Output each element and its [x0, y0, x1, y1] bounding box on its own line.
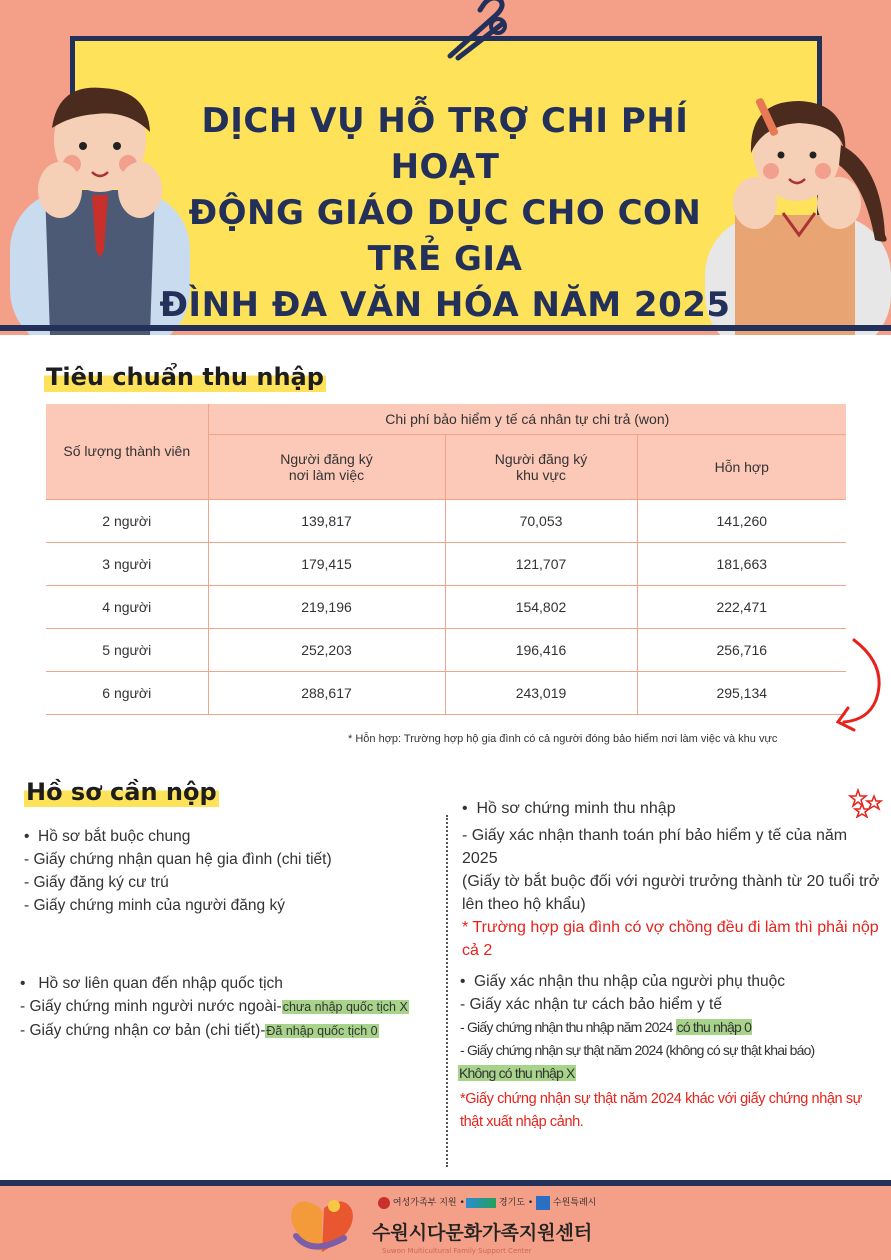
- income-proof-note: * Trường hợp gia đình có vợ chồng đều đi làm thì phải nộp cả 2: [462, 919, 879, 959]
- nationality-item-1: - Giấy chứng minh người nước ngoài-: [20, 998, 282, 1015]
- work-cell: 288,617: [208, 671, 445, 714]
- bullet-icon: •: [462, 800, 477, 817]
- col-work-label-2: nơi làm việc: [288, 466, 365, 483]
- members-cell: 2 người: [46, 499, 208, 542]
- mixed-cell: 295,134: [637, 671, 846, 714]
- general-docs-title: Hồ sơ bắt buộc chung: [38, 828, 191, 845]
- dependent-title: Giấy xác nhận thu nhập của người phụ thuộc: [474, 973, 785, 990]
- center-logo-icon: [282, 1192, 362, 1258]
- region-cell: 154,802: [445, 585, 637, 628]
- suwon-logo-icon: [536, 1196, 550, 1210]
- header-divider: [0, 325, 891, 331]
- col-work-label-1: Người đăng ký: [280, 450, 373, 467]
- footer-divider: [0, 1180, 891, 1186]
- col-region-label-1: Người đăng ký: [494, 450, 588, 467]
- partner-3-label: 수원특례시: [552, 1198, 597, 1208]
- list-item: [462, 797, 882, 820]
- mixed-cell: 222,471: [637, 585, 846, 628]
- title-line-2: ĐỘNG GIÁO DỤC CHO CON TRẺ GIA: [188, 193, 702, 279]
- region-cell: 243,019: [445, 671, 637, 714]
- region-cell: 121,707: [445, 542, 637, 585]
- col-mixed-header: Hỗn hợp: [637, 434, 846, 499]
- list-item: [20, 972, 409, 995]
- partner-ministry: [378, 1195, 465, 1209]
- dependent-note: *Giấy chứng nhận sự thật năm 2024 khác với giấy chứng nhận sự thật xuất nhập cảnh.: [460, 1091, 862, 1130]
- bullet-icon: •: [24, 828, 39, 845]
- title-line-3: ĐÌNH ĐA VĂN HÓA NĂM 2025: [159, 285, 731, 325]
- bullet-icon: •: [460, 973, 475, 990]
- table-row: [46, 542, 846, 585]
- list-item: [460, 1016, 880, 1039]
- page-title: [150, 98, 740, 328]
- nationality-tag-2: Đã nhập quốc tịch 0: [266, 1024, 378, 1038]
- dependent-item-2: - Giấy chứng nhận thu nhập năm 2024: [460, 1019, 673, 1035]
- ministry-emblem-icon: [378, 1197, 390, 1209]
- col-members-header: Số lượng thành viên: [46, 404, 208, 499]
- members-cell: 3 người: [46, 542, 208, 585]
- nationality-item-2: - Giấy chứng nhận cơ bản (chi tiết)-: [20, 1022, 266, 1039]
- gyeonggi-logo-icon: [466, 1198, 496, 1208]
- header-banner: [0, 0, 891, 335]
- partner-gyeonggi: [466, 1195, 533, 1208]
- income-proof-title: Hồ sơ chứng minh thu nhập: [476, 800, 676, 817]
- members-cell: 6 người: [46, 671, 208, 714]
- partner-1-label: 여성가족부 지원 •: [392, 1198, 465, 1208]
- list-item: [460, 970, 880, 993]
- table-footnote: * Hỗn hợp: Trường hợp hộ gia đình có cả người đóng bảo hiểm nơi làm việc và khu vực: [348, 733, 778, 745]
- income-proof-block: [462, 797, 882, 962]
- list-item: [458, 1062, 880, 1085]
- col-region-label-2: khu vực: [516, 466, 566, 483]
- table-row: [46, 671, 846, 714]
- list-item: - Giấy chứng nhận quan hệ gia đình (chi tiết): [24, 851, 332, 868]
- list-item: - Giấy chứng minh của người đăng ký: [24, 897, 285, 914]
- center-english-name: Suwon Multicultural Family Support Center: [382, 1247, 532, 1255]
- nationality-title: Hồ sơ liên quan đến nhập quốc tịch: [38, 975, 283, 992]
- table-row: [46, 628, 846, 671]
- members-cell: 4 người: [46, 585, 208, 628]
- dependent-tag-2: có thu nhập 0: [676, 1019, 752, 1035]
- mixed-cell: 181,663: [637, 542, 846, 585]
- list-item: - Giấy chứng nhận sự thật năm 2024 (không có sự thật khai báo): [460, 1042, 815, 1058]
- mixed-cell: 141,260: [637, 499, 846, 542]
- col-region-header: [445, 434, 637, 499]
- work-cell: 179,415: [208, 542, 445, 585]
- column-divider: [446, 815, 448, 1167]
- bullet-icon: •: [20, 975, 39, 992]
- table-row: [46, 499, 846, 542]
- col-group-header: Chi phí bảo hiểm y tế cá nhân tự chi trả (won): [208, 404, 846, 434]
- table-row: [46, 585, 846, 628]
- partner-2-label: 경기도 •: [498, 1198, 534, 1208]
- center-name: 수원시다문화가족지원센터: [372, 1222, 593, 1244]
- work-cell: 252,203: [208, 628, 445, 671]
- documents-heading: Hồ sơ cần nộp: [26, 778, 217, 806]
- nationality-docs-block: [20, 972, 409, 1043]
- safety-pin-icon: [440, 0, 520, 66]
- region-cell: 70,053: [445, 499, 637, 542]
- list-item: [24, 825, 332, 848]
- dependent-tag-3: Không có thu nhập X: [459, 1065, 575, 1081]
- partner-suwon: [536, 1195, 596, 1210]
- members-cell: 5 người: [46, 628, 208, 671]
- list-item: - Giấy đăng ký cư trú: [24, 874, 169, 891]
- mixed-cell: 256,716: [637, 628, 846, 671]
- list-item: [20, 1019, 409, 1043]
- list-item: - Giấy xác nhận tư cách bảo hiểm y tế: [460, 996, 722, 1013]
- nationality-tag-1: chưa nhập quốc tịch X: [282, 1000, 408, 1014]
- income-heading: Tiêu chuẩn thu nhập: [46, 363, 324, 391]
- dependent-docs-block: [460, 970, 880, 1134]
- work-cell: 219,196: [208, 585, 445, 628]
- curved-arrow-icon: [826, 636, 888, 736]
- work-cell: 139,817: [208, 499, 445, 542]
- list-item: [20, 995, 409, 1019]
- list-item: (Giấy tờ bắt buộc đối với người trưởng thành từ 20 tuổi trở lên theo hộ khẩu): [462, 873, 880, 913]
- income-table: [46, 404, 846, 715]
- general-docs-block: [24, 825, 332, 917]
- col-work-header: [208, 434, 445, 499]
- list-item: - Giấy xác nhận thanh toán phí bảo hiểm y tế của năm 2025: [462, 827, 848, 867]
- title-line-1: DỊCH VỤ HỖ TRỢ CHI PHÍ HOẠT: [201, 101, 689, 187]
- region-cell: 196,416: [445, 628, 637, 671]
